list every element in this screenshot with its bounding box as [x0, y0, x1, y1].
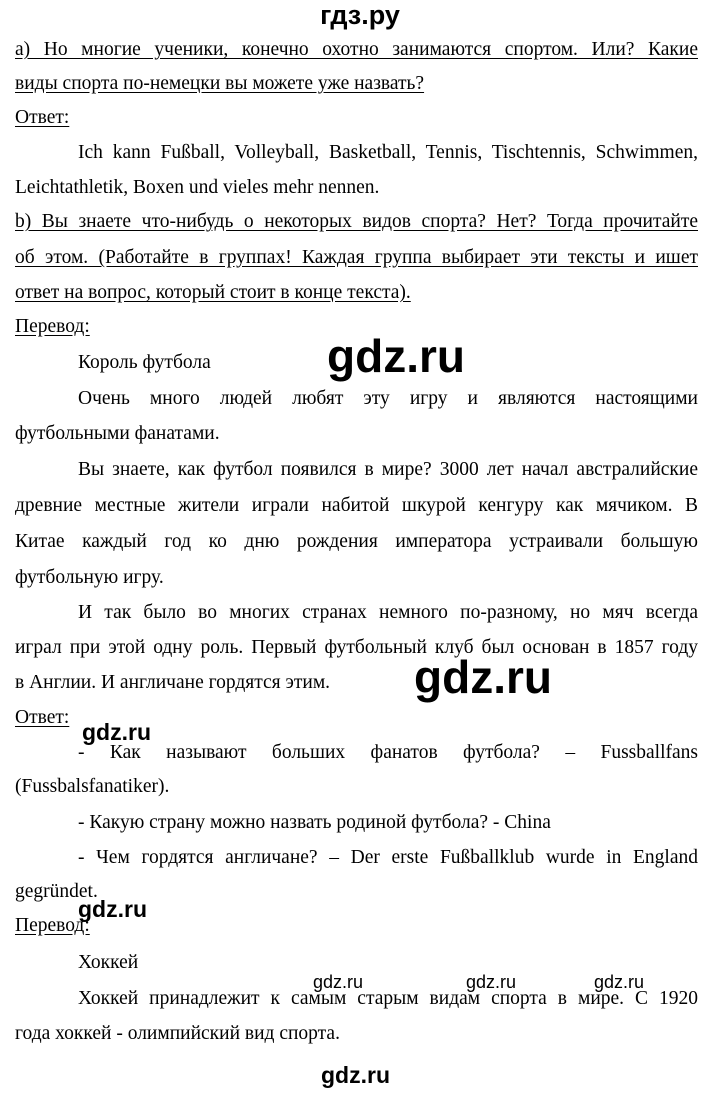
- hockey-p1-line-1: Хоккей принадлежит к самым старым видам спорта в мире. С 1920: [78, 988, 698, 1009]
- hockey-title: Хоккей: [78, 952, 139, 973]
- answer-q3-line-1: - Чем гордятся англичане? – Der erste Fußballklub wurde in England: [78, 847, 698, 868]
- answer-q1-line-1: - Как называют больших фанатов футбола? – Fussballfans: [78, 742, 698, 763]
- football-p1-line-1: Очень много людей любят эту игру и являются настоящими: [78, 388, 698, 409]
- football-p2-line-4: футбольную игру.: [15, 567, 164, 588]
- answer-label: Ответ:: [15, 707, 70, 728]
- football-p3-line-2: играл при этой одну роль. Первый футбольный клуб был основан в 1857 году: [15, 637, 698, 658]
- football-title: Король футбола: [78, 352, 211, 373]
- answer-a-line-1: Ich kann Fußball, Volleyball, Basketball, Tennis, Tischtennis, Schwimmen,: [78, 142, 698, 163]
- answer-q2: - Какую страну можно назвать родиной футбола? - China: [78, 812, 551, 833]
- watermark-gdz: gdz.ru: [414, 651, 552, 703]
- watermark-gdz: gdz.ru: [321, 1062, 390, 1088]
- answer-q1-line-2: (Fussbalsfanatiker).: [15, 776, 170, 797]
- watermark-gdz: gdz.ru: [466, 972, 517, 992]
- task-b-line-1: b) Вы знаете что-нибудь о некоторых видов спорта? Нет? Тогда прочитайте: [15, 211, 698, 232]
- watermark-gdz: gdz.ru: [78, 896, 147, 922]
- translation-label: Перевод:: [15, 915, 90, 936]
- answer-label: Ответ:: [15, 107, 70, 128]
- translation-label: Перевод:: [15, 316, 90, 337]
- watermark-gdz: gdz.ru: [327, 330, 465, 382]
- hockey-p1-line-2: года хоккей - олимпийский вид спорта.: [15, 1023, 340, 1044]
- watermark-gdz: gdz.ru: [313, 972, 364, 992]
- watermark-gdz: gdz.ru: [82, 719, 151, 745]
- task-a-line-2: виды спорта по-немецки вы можете уже назвать?: [15, 73, 425, 94]
- header-watermark: гдз.ру: [320, 0, 400, 30]
- football-p3-line-3: в Англии. И англичане гордятся этим.: [15, 672, 331, 693]
- task-b-line-3: ответ на вопрос, который стоит в конце текста).: [15, 282, 411, 303]
- football-p2-line-1: Вы знаете, как футбол появился в мире? 3000 лет начал австралийские: [78, 459, 698, 480]
- football-p3-line-1: И так было во многих странах немного по-разному, но мяч всегда: [78, 602, 698, 623]
- task-b-line-2: об этом. (Работайте в группах! Каждая группа выбирает эти тексты и ишет: [15, 247, 698, 268]
- football-p2-line-2: древние местные жители играли набитой шкурой кенгуру как мячиком. В: [15, 495, 698, 516]
- watermark-gdz: gdz.ru: [594, 972, 645, 992]
- football-p2-line-3: Китае каждый год ко дню рождения императора устраивали большую: [15, 531, 698, 552]
- answer-a-line-2: Leichtathletik, Boxen und vieles mehr nennen.: [15, 177, 380, 198]
- answer-q3-line-2: gegründet.: [15, 881, 98, 902]
- task-a-line-1: а) Но многие ученики, конечно охотно занимаются спортом. Или? Какие: [15, 39, 698, 60]
- football-p1-line-2: футбольными фанатами.: [15, 423, 220, 444]
